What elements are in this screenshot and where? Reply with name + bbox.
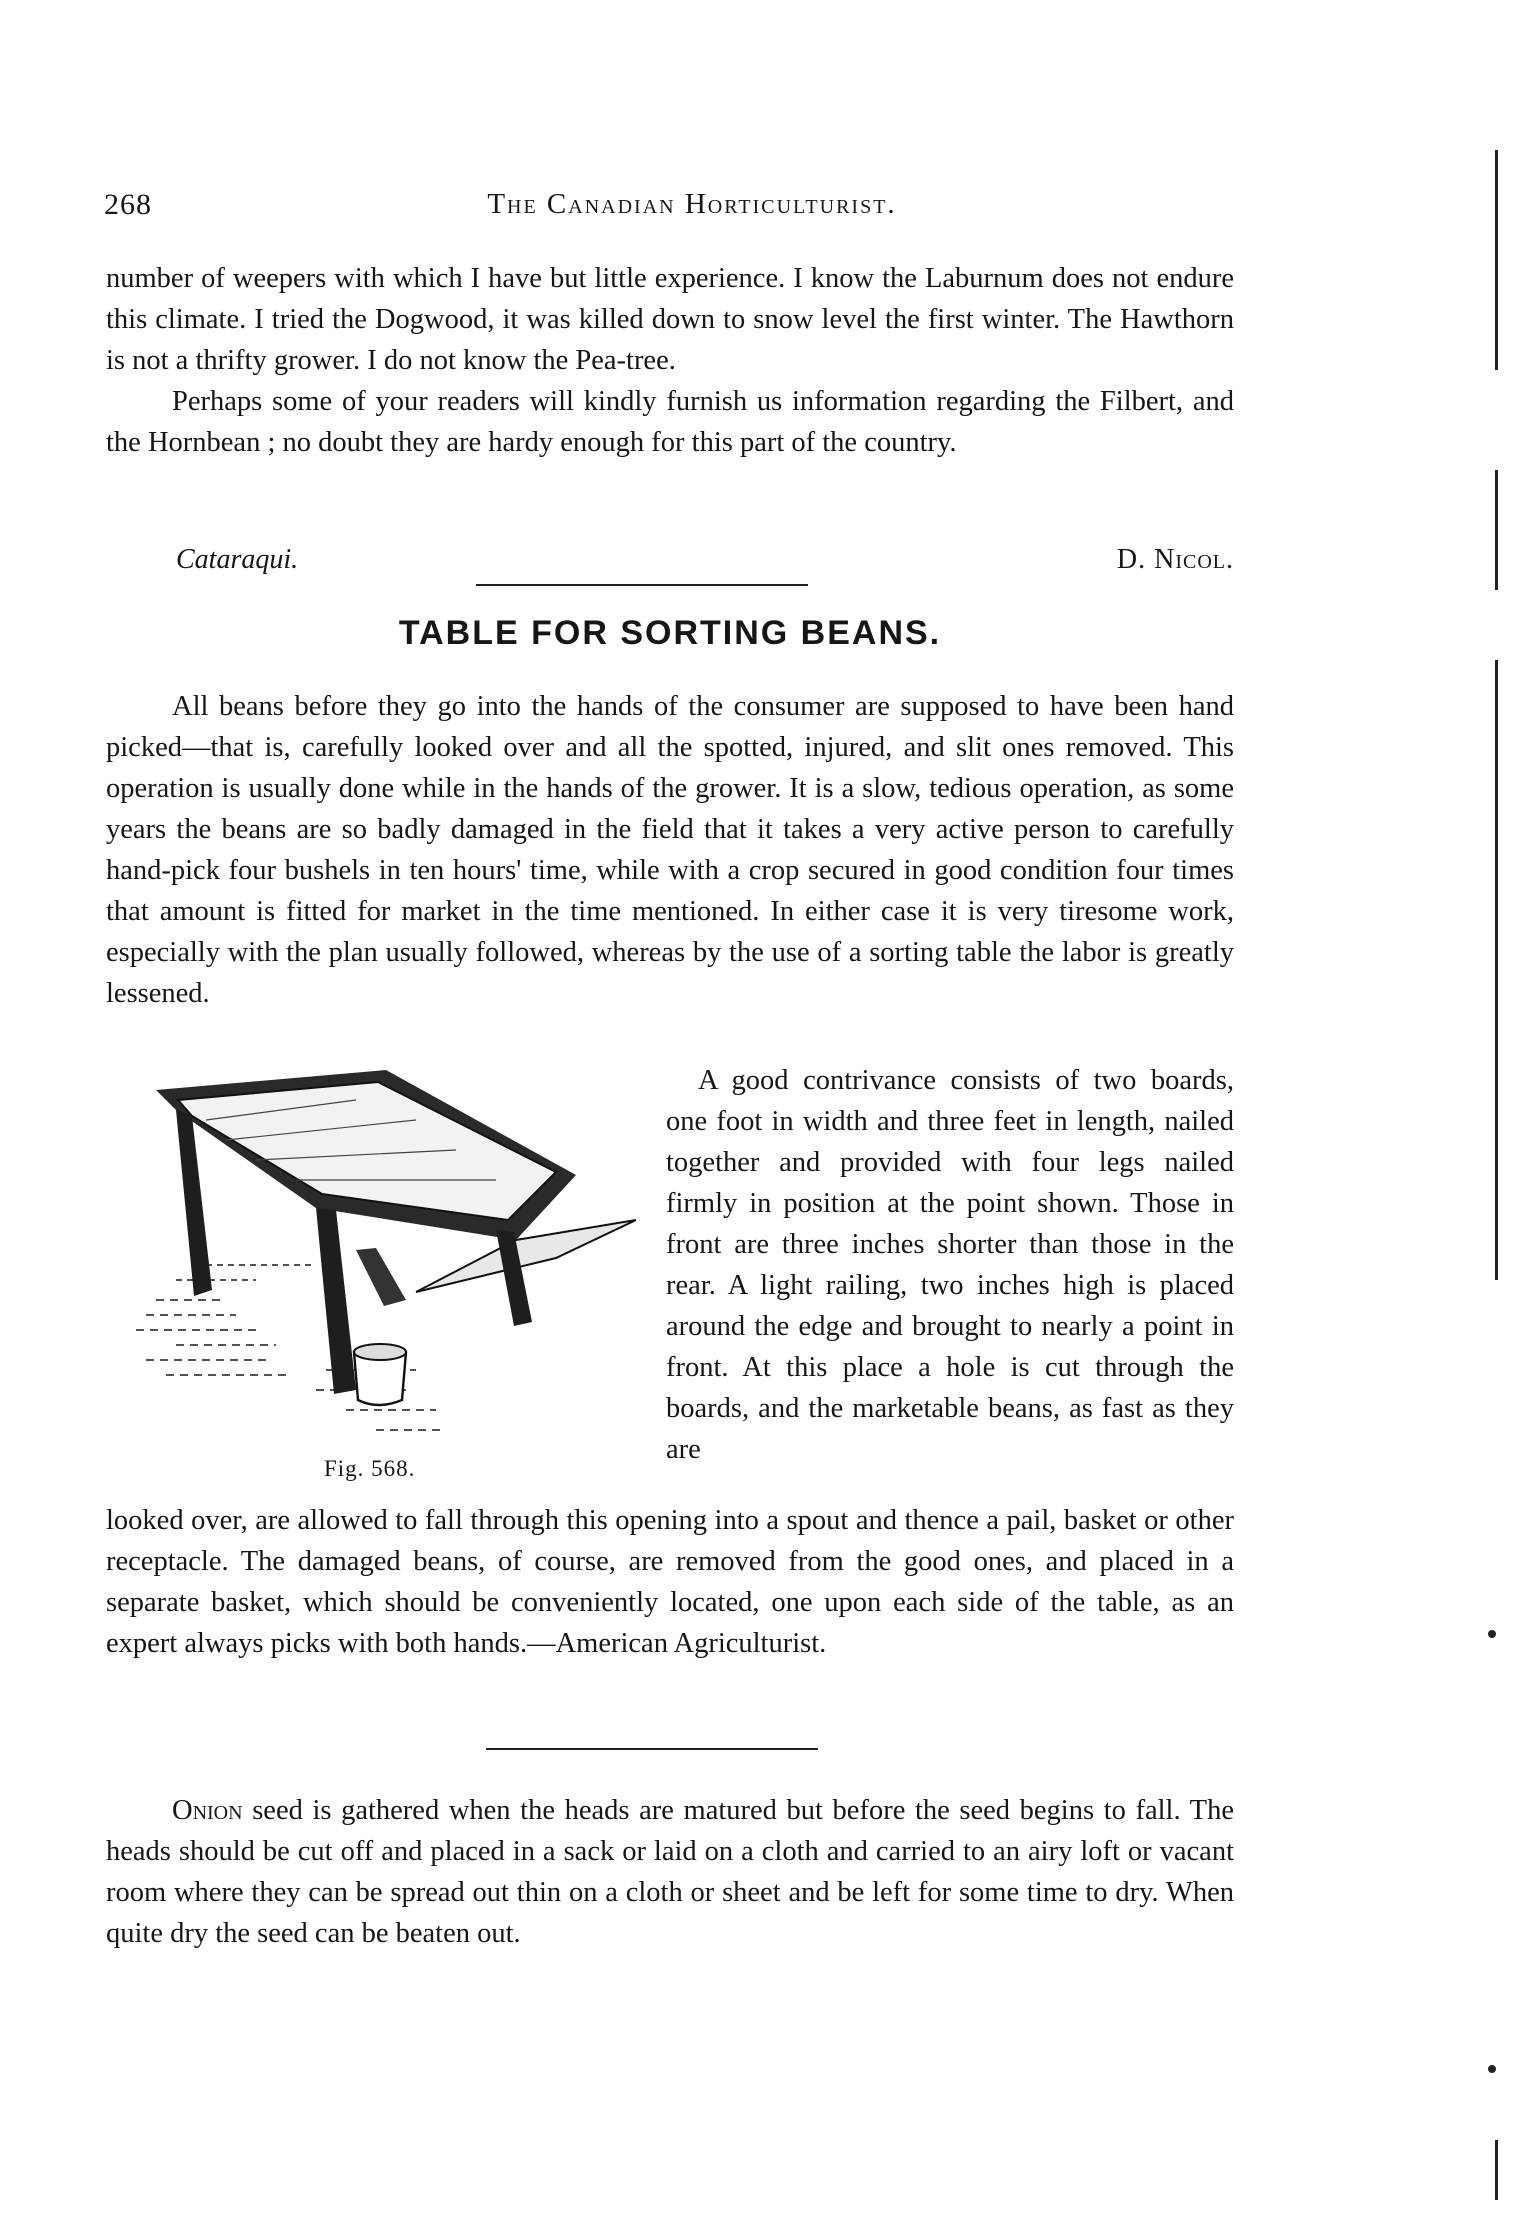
- article-intro: [106, 686, 1234, 1014]
- scan-margin-mark: [1495, 150, 1498, 370]
- page-number: 268: [104, 188, 152, 221]
- article-continuation: [106, 1500, 1234, 1664]
- scan-margin-mark: [1495, 470, 1498, 590]
- figure-caption: Fig. 568.: [324, 1456, 416, 1481]
- article-paragraph: looked over, are allowed to fall through this opening into a spout and thence a pail, basket or other receptacle. The damaged beans, of course, are removed from the good ones, and placed in a separate basket, which should be conveniently located, one upon each side of the table, as an expert always picks with both hands.—American Agriculturist.: [106, 1505, 1234, 1659]
- page-header: [104, 188, 1240, 232]
- signature-place: Cataraqui.: [176, 544, 299, 575]
- note-paragraph: [106, 1790, 1234, 1954]
- scan-margin-mark: [1488, 2065, 1496, 2073]
- figure-sorting-table: [116, 1060, 636, 1460]
- letter-paragraph: number of weepers with which I have but little experience. I know the Laburnum does not endure this climate. I tried the Dogwood, it was killed down to snow level the first winter. The Hawthorn is not a thrifty grower. I do not know the Pea-tree.: [106, 263, 1234, 376]
- article-paragraph: All beans before they go into the hands of the consumer are supposed to have been hand picked—that is, carefully looked over and all the spotted, injured, and slit ones removed. This operation is usually done while in the hands of the grower. It is a slow, tedious operation, as some years the beans are so badly damaged in the field that it takes a very active person to carefully hand-pick four bushels in ten hours' time, while with a crop secured in good condition four times that amount is fitted for market in the time mentioned. In either case it is very tiresome work, especially with the plan usually followed, whereas by the use of a sorting table the labor is greatly lessened.: [106, 691, 1234, 1009]
- section-divider: [486, 1748, 818, 1750]
- scan-margin-mark: [1495, 2140, 1498, 2200]
- note-lead-word: Onion: [172, 1795, 243, 1826]
- sorting-table-illustration: [116, 1060, 636, 1460]
- letter-paragraph: Perhaps some of your readers will kindly furnish us information regarding the Filbert, and the Hornbean ; no doubt they are hardy enough for this part of the country.: [106, 386, 1234, 458]
- letter-signature: [106, 544, 1234, 588]
- article-side-column: [666, 1060, 1234, 1470]
- running-head: The Canadian Horticulturist.: [487, 188, 897, 220]
- article-title: TABLE FOR SORTING BEANS.: [398, 614, 942, 652]
- section-divider: [476, 584, 808, 586]
- note-text: seed is gathered when the heads are matured but before the seed begins to fall. The heads should be cut off and placed in a sack or laid on a cloth and carried to an airy loft or vacant room where they can be spread out thin on a cloth or sheet and be left for some time to dry. When quite dry the seed can be beaten out.: [106, 1795, 1234, 1949]
- signature-author: D. Nicol.: [1116, 544, 1234, 575]
- article-paragraph: A good contrivance consists of two boards, one foot in width and three feet in length, nailed together and provided with four legs nailed firmly in position at the point shown. Those in front are three inches shorter than those in the rear. A light railing, two inches high is placed around the edge and brought to nearly a point in front. At this place a hole is cut through the boards, and the marketable beans, as fast as they are: [666, 1065, 1234, 1465]
- scan-margin-mark: [1488, 1630, 1496, 1638]
- scan-margin-mark: [1495, 660, 1498, 1280]
- letter-body: [106, 258, 1234, 463]
- onion-note: [106, 1790, 1234, 1954]
